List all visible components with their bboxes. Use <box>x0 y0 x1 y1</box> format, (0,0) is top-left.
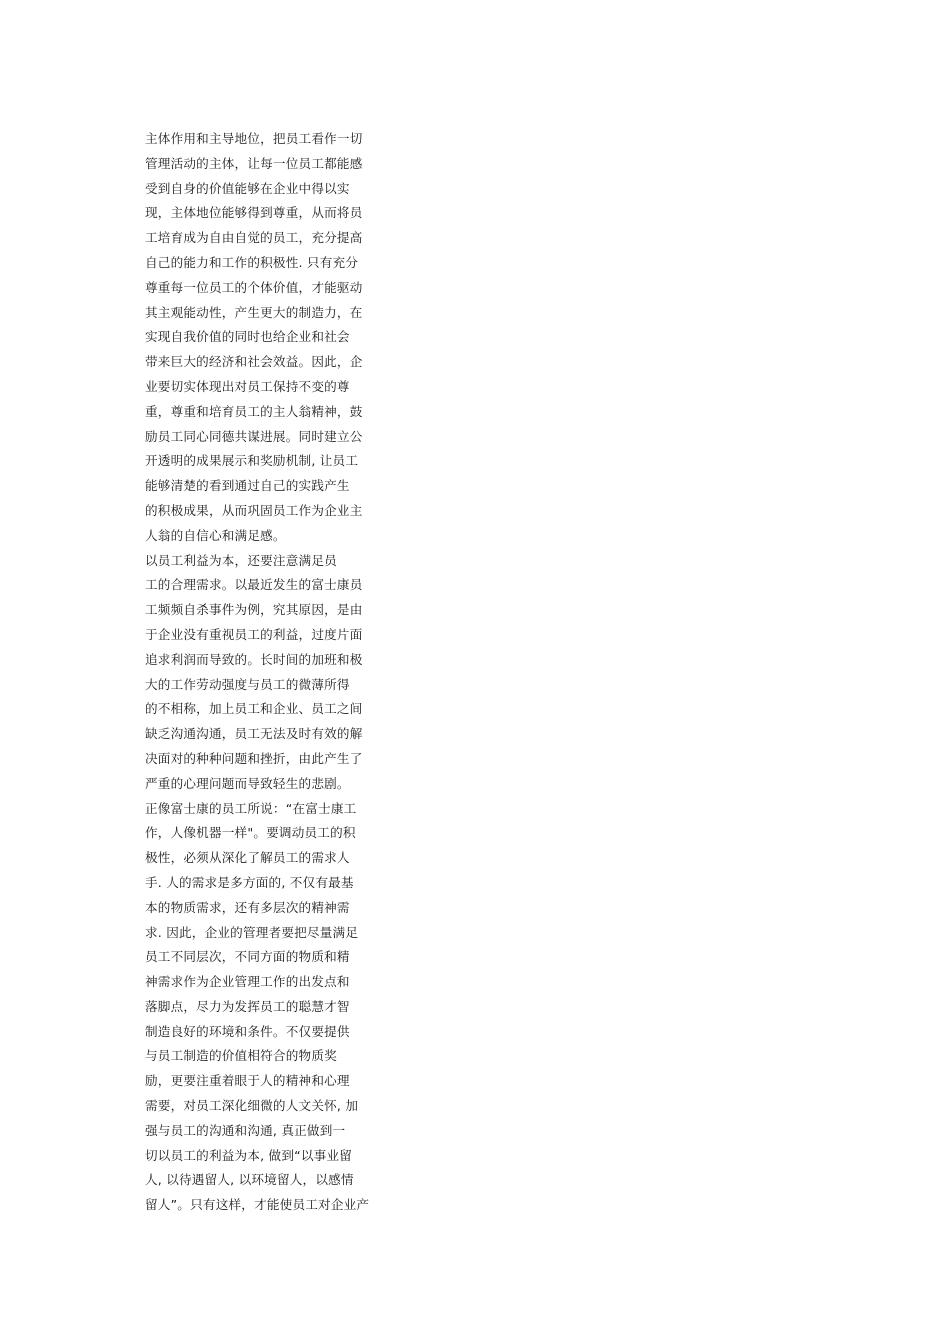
text-line: 决面对的种种问题和挫折，由此产生了 <box>145 750 363 766</box>
text-line: 严重的心理问题而导致轻生的悲剧。 <box>145 775 350 791</box>
text-line: 管理活动的主体，让每一位员工都能感 <box>145 155 363 171</box>
text-line: 与员工制造的价值相符合的物质奖 <box>145 1048 337 1064</box>
text-line: 工培育成为自由自觉的员工，充分提高 <box>145 230 363 246</box>
text-line: 业要切实体现出对员工保持不变的尊 <box>145 378 350 394</box>
body-text-column <box>145 127 405 1218</box>
text-line: 落脚点，尽力为发挥员工的聪慧才智 <box>145 998 350 1014</box>
text-line: 制造良好的环境和条件。不仅要提供 <box>145 1023 350 1039</box>
text-line: 现，主体地位能够得到尊重，从而将员 <box>145 205 363 221</box>
text-line: 正像富士康的员工所说：“在富士康工 <box>145 800 357 816</box>
text-line: 尊重每一位员工的个体价值，才能驱动 <box>145 279 363 295</box>
text-line: 员工不同层次，不同方面的物质和精 <box>145 949 350 965</box>
text-line: 追求利润而导致的。长时间的加班和极 <box>145 651 363 667</box>
text-line: 能够清楚的看到通过自己的实践产生 <box>145 478 350 494</box>
text-line: 受到自身的价值能够在企业中得以实 <box>145 180 350 196</box>
text-line: 切以员工的利益为本, 做到“以事业留 <box>145 1147 353 1163</box>
text-line: 实现自我价值的同时也给企业和社会 <box>145 329 350 345</box>
text-line: 神需求作为企业管理工作的出发点和 <box>145 974 350 990</box>
text-line: 极性，必须从深化了解员工的需求人 <box>145 850 350 866</box>
text-line: 作，人像机器一样"。要调动员工的积 <box>145 825 356 841</box>
text-line: 本的物质需求，还有多层次的精神需 <box>145 899 350 915</box>
text-line: 缺乏沟通沟通，员工无法及时有效的解 <box>145 726 363 742</box>
text-line: 自己的能力和工作的积极性. 只有充分 <box>145 254 359 270</box>
text-line: 人, 以待遇留人, 以环境留人，以感情 <box>145 1172 354 1188</box>
text-line: 大的工作劳动强度与员工的微薄所得 <box>145 676 350 692</box>
text-line: 强与员工的沟通和沟通, 真正做到一 <box>145 1122 346 1138</box>
text-line: 留人”。只有这样，才能使员工对企业产 <box>145 1197 370 1213</box>
text-line: 带来巨大的经济和社会效益。因此，企 <box>145 354 363 370</box>
text-line: 的不相称，加上员工和企业、员工之间 <box>145 701 363 717</box>
text-line: 工频频自杀事件为例，究其原因，是由 <box>145 602 363 618</box>
text-line: 以员工利益为本，还要注意满足员 <box>145 552 337 568</box>
text-line: 求. 因此，企业的管理者要把尽量满足 <box>145 924 359 940</box>
text-line: 需要，对员工深化细微的人文关怀, 加 <box>145 1098 359 1114</box>
text-line: 励，更要注重着眼于人的精神和心理 <box>145 1073 350 1089</box>
text-line: 励员工同心同德共谋进展。同时建立公 <box>145 428 363 444</box>
text-line: 工的合理需求。以最近发生的富士康员 <box>145 577 363 593</box>
text-line: 其主观能动性，产生更大的制造力，在 <box>145 304 363 320</box>
text-line: 人翁的自信心和满足感。 <box>145 527 286 543</box>
text-line: 重，尊重和培育员工的主人翁精神，鼓 <box>145 403 363 419</box>
text-line: 的积极成果，从而巩固员工作为企业主 <box>145 502 363 518</box>
text-line: 主体作用和主导地位，把员工看作一切 <box>145 131 363 146</box>
text-line: 于企业没有重视员工的利益，过度片面 <box>145 626 363 642</box>
text-line: 开透明的成果展示和奖励机制, 让员工 <box>145 453 359 469</box>
text-line: 手. 人的需求是多方面的, 不仅有最基 <box>145 874 354 890</box>
